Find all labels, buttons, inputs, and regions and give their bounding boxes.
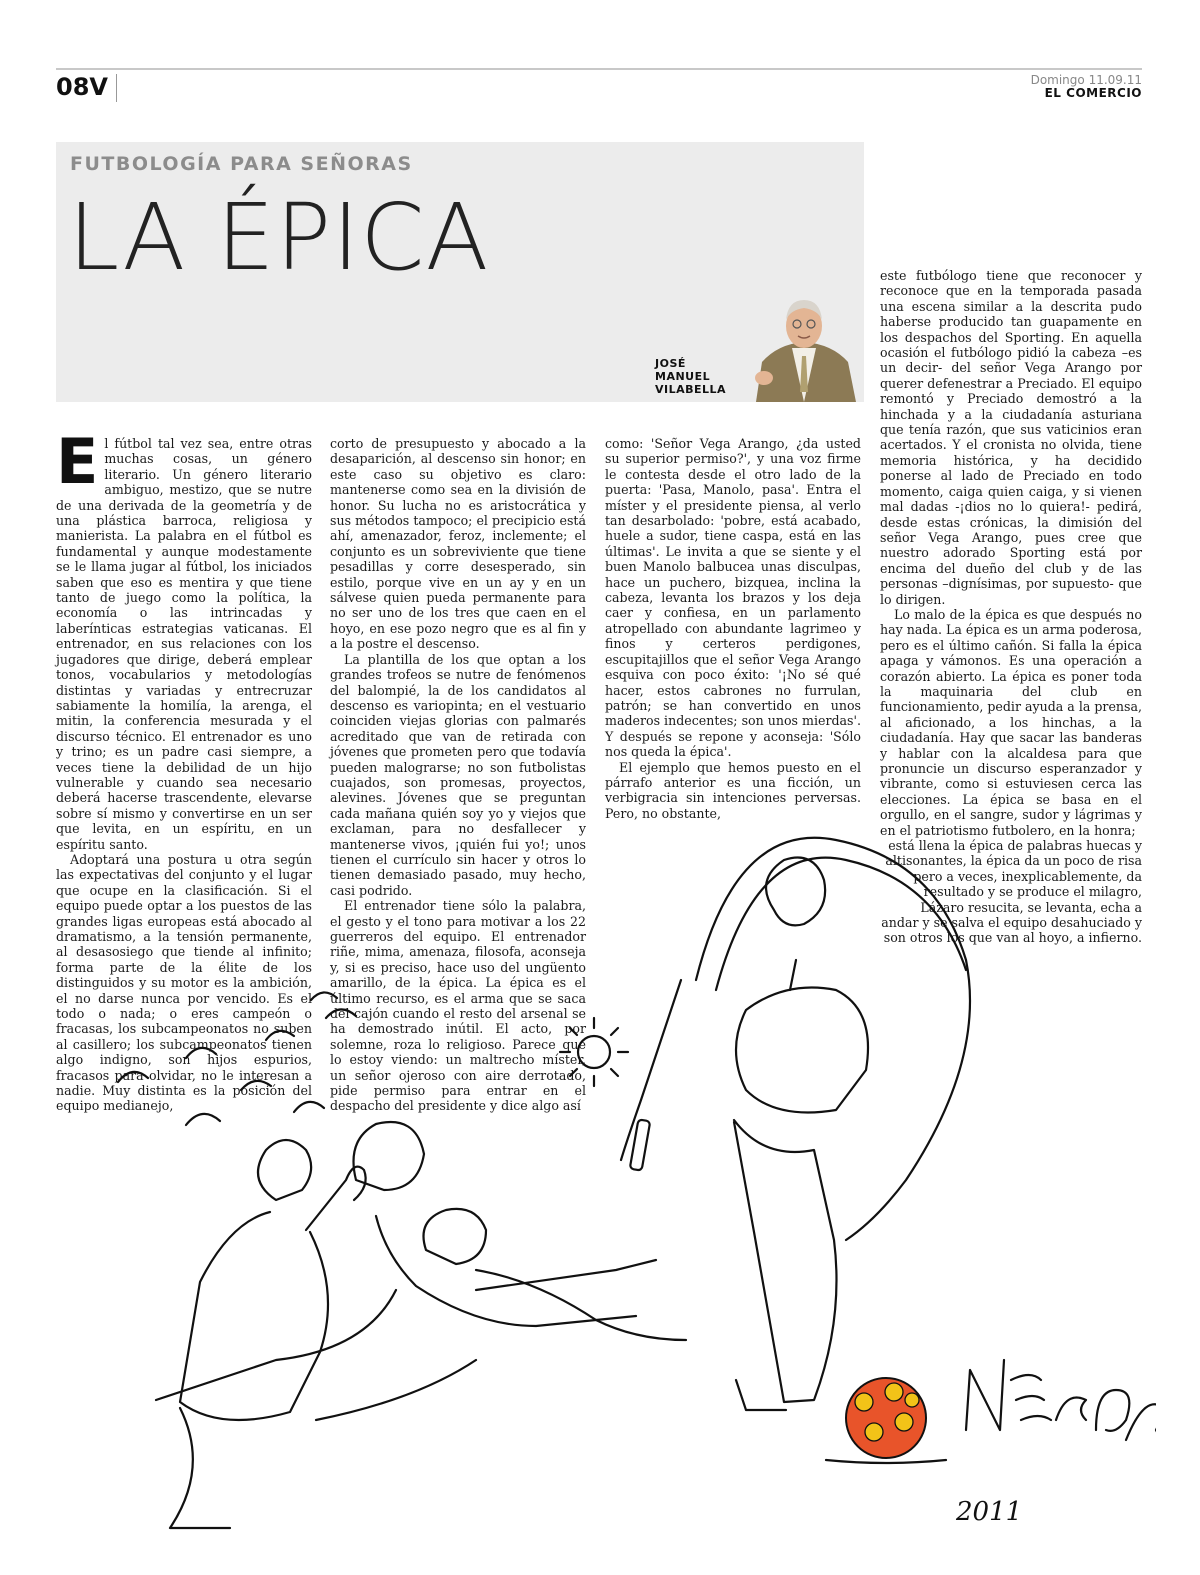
paragraph: Lo malo de la épica es que después no hay nada. La épica es un arma poderosa, pero es el último cañón. Si falla la épica apaga y vámonos. Es una operación a corazón abierto. La épica es poner toda la maquinaria del club en funcionamiento, pedir ayuda a la prensa, al aficionado, a los hinchas, a la ciudadanía. Hay que sacar las banderas y hablar con la alcaldesa para que pronuncie un discurso esperanzador y vibrante, como si estuviesen cerca las elecciones. La épica se basa en el orgullo, en el sangre, sudor y lágrimas y en el patriotismo futbolero, en la honra; bbox=[880, 606, 1142, 838]
paragraph: este futbólogo tiene que reconocer y reconoce que en la temporada pasada una escena similar a la descrita pudo haberse producido tan guapamente en los despachos del Sporting. En aquella ocasión el futbólogo pidió la cabeza –es un decir- del señor Vega Arango por querer defenestrar a Preciado. El equipo remontó y Preciado demostró a la hinchada y a la ciudadanía asturiana que tenía razón, que sus vaticinios eran acertados. Y el cronista no olvida, tiene memoria histórica, y ha decidido ponerse al lado de Preciado en todo momento, caiga quien caiga, y si vienen mal dadas -¡dios no lo quiera!- pedirá, desde estas crónicas, la dimisión del señor Vega Arango, pues cree que nuestro adorado Sporting está por encima del dueño del club y de las personas –dignísimas, por supuesto- que lo dirigen. bbox=[880, 268, 1142, 607]
article-column-1 bbox=[56, 425, 312, 1114]
top-rule bbox=[56, 68, 1142, 70]
author-byline bbox=[655, 357, 726, 396]
page-number: 08V bbox=[56, 73, 108, 101]
article-column-3 bbox=[605, 436, 861, 821]
section-title: FUTBOLOGÍA PARA SEÑORAS bbox=[70, 153, 413, 175]
cartoon-year: 2011 bbox=[956, 1497, 1023, 1527]
article-column-2 bbox=[330, 436, 586, 1114]
paragraph: Adoptará una postura u otra según las expectativas del conjunto y el lugar que ocupe en la clasificación. Si el equipo puede optar a los puestos de las grandes ligas europeas está abocado al dramatismo, a la tensión permanente, al desasosiego que tiende al infinito; forma parte de la élite de los distinguidos y su motor es la ambición, el no darse nunca por vencido. Es el todo o nada; o eres campeón o fracasas, los subcampeonatos no suben al casillero; los subcampeonatos tienen algo indigno, son hijos espurios, fracasos para olvidar, no le interesan a nadie. Muy distinta es la posición del equipo medianejo, bbox=[56, 851, 312, 1114]
paragraph: El entrenador tiene sólo la palabra, el gesto y el tono para motivar a los 22 guerreros del equipo. El entrenador riñe, mima, amenaza, filosofa, aconseja y, si es preciso, hace uso del ungüento amarillo, de la épica. La épica es el último recurso, es el arma que se saca del cajón cuando el resto del arsenal se ha demostrado inútil. El acto, por solemne, roza lo religioso. Parece que lo estoy viendo: un maltrecho míster, un señor ojeroso con aire derrotado, pide permiso para entrar en el despacho del presidente y dice algo así bbox=[330, 898, 586, 1114]
author-first-name: JOSÉ bbox=[655, 357, 686, 370]
paragraph: El ejemplo que hemos puesto en el párrafo anterior es una ficción, un verbigracia sin intenciones perversas. Pero, no obstante, bbox=[605, 759, 861, 821]
article-title: LA ÉPICA bbox=[68, 184, 490, 291]
newspaper-name: EL COMERCIO bbox=[1044, 86, 1142, 100]
paragraph: corto de presupuesto y abocado a la desaparición, al descenso sin honor; en este caso su objetivo es claro: mantenerse como sea en la división de honor. Su lucha no es aristocrática y sus métodos tampoco; el precipicio está ahí, amenazador, feroz, inclemente; el conjunto es un sobreviviente que tiene pesadillas y corre desesperado, sin estilo, porque vive en un ay y en un sálvese quien pueda permanente para no ser uno de los tres que caen en el hoyo, en ese pozo negro que es al fin y a la postre el descenso. bbox=[330, 436, 586, 652]
issue-date: Domingo 11.09.11 bbox=[1030, 73, 1142, 87]
cartoon-signature: NÉSTOR bbox=[976, 1420, 981, 1421]
drop-cap: E bbox=[56, 425, 99, 498]
header-separator bbox=[116, 74, 117, 102]
paragraph: La plantilla de los que optan a los grandes trofeos se nutre de fenómenos del balompié, la de los candidatos al descenso es variopinta; en el vestuario coinciden viejas glorias con palmarés acreditado que van de retirada con jóvenes que prometen pero que todavía pueden malograrse; no son futbolistas cuajados, son promesas, proyectos, alevines. Jóvenes que se preguntan cada mañana quién soy yo y viejos que exclaman, para no desfallecer y mantenerse vivos, ¡quién fui yo!; unos tienen el currículo sin hacer y otros lo tienen demasiado pasado, muy hecho, casi podrido. bbox=[330, 651, 586, 898]
paragraph: como: 'Señor Vega Arango, ¿da usted su superior permiso?', y una voz firme le contesta desde el otro lado de la puerta: 'Pasa, Manolo, pasa'. Entra el míster y el presidente piensa, al verlo tan desarbolado: 'pobre, está acabado, huele a sudor, tiene caspa, está en las últimas'. Le invita a que se siente y el buen Manolo balbucea unas disculpas, hace un puchero, bizquea, inclina la cabeza, levanta los brazos y los deja caer y confiesa, en un parlamento atropellado con abundante lagrimeo y finos y certeros perdigones, escupitajillos que el señor Vega Arango esquiva con poco éxito: '¡No sé qué hacer, estos cabrones no furrulan, patrón; se han convertido en unos maderos indecentes; son unos mierdas'. Y después se repone y aconseja: 'Sólo nos queda la épica'. bbox=[605, 436, 861, 760]
author-middle-name: MANUEL bbox=[655, 370, 711, 383]
author-last-name: VILABELLA bbox=[655, 383, 727, 396]
author-photo bbox=[748, 292, 860, 402]
paragraph: está llena la épica de palabras huecas y altisonantes, la épica da un poco de risa pero a veces, inexplicablemente, da resultado y se produce el milagro, Lázaro resucita, se levanta, echa a andar y se salva el equipo desahuciado y son otros los que van al hoyo, a infierno. bbox=[881, 838, 1142, 946]
article-column-4 bbox=[880, 268, 1142, 946]
paragraph: El fútbol tal vez sea, entre otras muchas cosas, un género literario. Un género literario ambiguo, mestizo, que se nutre de una derivada de la geometría y de una plástica barroca, religiosa y manierista. La palabra en el fútbol es fundamental y aunque modestamente se le llama jugar al fútbol, los iniciados saben que eso es mentira y que tiene tanto de juego como la política, la economía o las intrincadas y laberínticas estrategias vaticanas. El entrenador, en sus relaciones con los jugadores que dirige, deberá emplear tonos, vocabularios y metodologías distintas y variadas y entrecruzar sabiamente la homilía, la arenga, el mitin, la conferencia mesurada y el discurso técnico. El entrenador es uno y trino; es un padre casi siempre, a veces tiene la debilidad de un hijo vulnerable y cuando sea necesario deberá hacerse trascendente, elevarse sobre sí mismo y convertirse en un ser que levita, en un espíritu, en un espíritu santo. bbox=[56, 425, 312, 852]
